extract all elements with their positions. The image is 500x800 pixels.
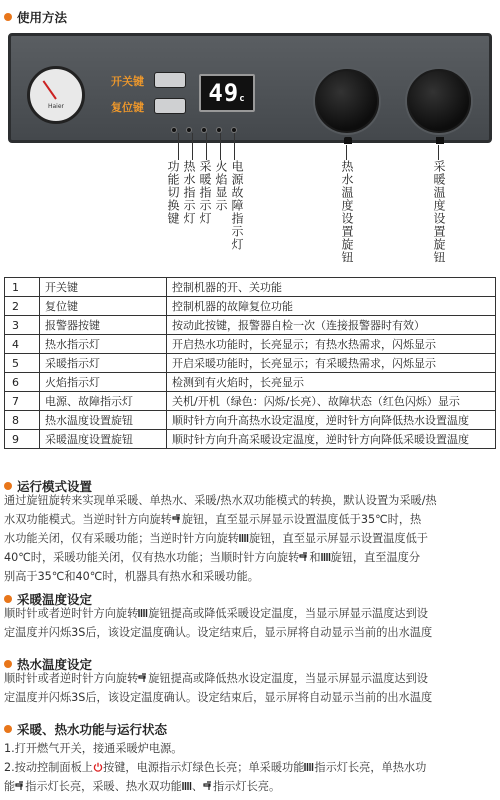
function-table (4, 277, 496, 449)
usage-title-text: 使用方法 (17, 10, 68, 25)
bullet-icon (4, 13, 12, 21)
reset-key-button[interactable] (154, 98, 186, 114)
heating-temp-knob[interactable] (407, 69, 471, 133)
row-number: 3 (5, 316, 40, 335)
table-row (5, 278, 496, 297)
callout-hot-water-led: 热水指示灯 (182, 160, 196, 225)
row-desc: 开启采暖功能时，长亮显示；有采暖热需求，闪烁显示 (167, 354, 496, 373)
display-value: 49 (208, 79, 240, 107)
row-number: 8 (5, 411, 40, 430)
row-number: 7 (5, 392, 40, 411)
row-name: 热水温度设置旋钮 (40, 411, 167, 430)
faucet-icon (172, 514, 182, 524)
gauge-needle (43, 80, 57, 99)
text: 指示灯长亮。 (213, 780, 281, 793)
text: 旋钮提高或降低热水设定温度，当显示屏显示温度达到设 (148, 672, 428, 685)
row-number: 4 (5, 335, 40, 354)
text: 旋钮，直至显示屏显示设置温度低于35℃时，热 (181, 513, 422, 526)
mode-title-text: 运行模式设置 (17, 479, 93, 494)
status-title-text: 采暖、热水功能与运行状态 (17, 722, 168, 737)
table-row (5, 316, 496, 335)
mode-line-5: 别高于35℃和40℃时，机器具有热水和采暖功能。 (4, 570, 259, 583)
radiator-icon (436, 137, 444, 144)
radiator-icon (138, 608, 148, 618)
display-unit: c (239, 94, 246, 104)
status-section-title (4, 720, 167, 738)
hot-water-temp-knob[interactable] (315, 69, 379, 133)
text: 、 (191, 780, 204, 793)
row-name: 复位键 (40, 297, 167, 316)
bullet-icon (4, 660, 12, 668)
row-number: 9 (5, 430, 40, 449)
text: 能 (4, 780, 16, 793)
mode-paragraph (4, 491, 496, 586)
mode-line-4 (4, 548, 496, 567)
callout-line (234, 133, 235, 160)
bullet-icon (4, 725, 12, 733)
row-desc: 顺时针方向升高热水设定温度，逆时针方向降低热水设置温度 (167, 411, 496, 430)
row-number: 5 (5, 354, 40, 373)
indicator-leds (171, 127, 237, 133)
row-desc: 开启热水功能时，长亮显示；有热水热需求，闪烁显示 (167, 335, 496, 354)
row-name: 热水指示灯 (40, 335, 167, 354)
callout-line (220, 133, 221, 160)
table-row (5, 392, 496, 411)
function-switch-key-led[interactable] (171, 127, 177, 133)
table-row (5, 411, 496, 430)
row-desc: 检测到有火焰时，长亮显示 (167, 373, 496, 392)
text: 顺时针或者逆时针方向旋转 (4, 672, 139, 685)
status-line-1: 1.打开燃气开关，接通采暖炉电源。 (4, 742, 183, 755)
text: 和 (309, 551, 321, 564)
power-icon (93, 762, 103, 772)
callout-line (192, 133, 193, 160)
pressure-gauge-icon (27, 66, 85, 124)
row-name: 开关键 (40, 278, 167, 297)
status-line-2 (4, 758, 496, 777)
heating-paragraph (4, 604, 496, 642)
callout-hot-water-knob: 热水温度设置旋钮 (340, 160, 354, 264)
row-name: 采暖指示灯 (40, 354, 167, 373)
text: 旋钮提高或降低采暖设定温度，当显示屏显示温度达到设 (148, 607, 428, 620)
table-row (5, 373, 496, 392)
callout-line (346, 145, 347, 160)
faucet-icon (138, 673, 148, 683)
heating-line-1 (4, 604, 496, 623)
text: 旋钮，直至温度分 (330, 551, 421, 564)
text: 水功能关闭，仅有采暖功能；当逆时针方向旋转 (4, 532, 239, 545)
table-row (5, 297, 496, 316)
flame-led (216, 127, 222, 133)
table-row (5, 430, 496, 449)
text: 指示灯长亮，单热水功 (314, 761, 427, 774)
temperature-display (199, 74, 255, 112)
bullet-icon (4, 595, 12, 603)
row-desc: 控制机器的开、关功能 (167, 278, 496, 297)
text: 指示灯长亮，采暖、热水双功能 (25, 780, 182, 793)
row-number: 2 (5, 297, 40, 316)
radiator-icon (182, 781, 192, 791)
text: 旋钮，直至显示屏显示设置温度低于 (248, 532, 428, 545)
hotwater-paragraph (4, 669, 496, 707)
row-name: 火焰指示灯 (40, 373, 167, 392)
hotwater-line-1 (4, 669, 496, 688)
faucet-icon (344, 137, 352, 144)
radiator-icon (304, 762, 314, 772)
power-key-button[interactable] (154, 72, 186, 88)
row-desc: 顺时针方向升高采暖设定温度，逆时针方向降低采暖设置温度 (167, 430, 496, 449)
hotwater-title-text: 热水温度设定 (17, 657, 93, 672)
mode-line-2 (4, 510, 496, 529)
callout-flame-display: 火焰显示 (214, 160, 228, 212)
row-name: 电源、故障指示灯 (40, 392, 167, 411)
callout-heating-knob: 采暖温度设置旋钮 (432, 160, 446, 264)
row-desc: 关机/开机（绿色：闪烁/长亮）、故障状态（红色闪烁）显示 (167, 392, 496, 411)
mode-line-1: 通过旋钮旋转来实现单采暖、单热水、采暖/热水双功能模式的转换，默认设置为采暖/热 (4, 494, 437, 507)
table-row (5, 335, 496, 354)
text: 40℃时，采暖功能关闭，仅有热水功能；当顺时针方向旋转 (4, 551, 300, 564)
hotwater-line-2: 定温度并闪烁3S后，该设定温度确认。设定结束后，显示屏将自动显示当前的出水温度 (4, 691, 433, 704)
row-number: 6 (5, 373, 40, 392)
callout-function-switch: 功能切换键 (166, 160, 180, 225)
text: 2.按动控制面板上 (4, 761, 93, 774)
callout-line (178, 133, 179, 160)
faucet-icon (15, 781, 25, 791)
callout-heating-led: 采暖指示灯 (198, 160, 212, 225)
radiator-icon (239, 533, 249, 543)
row-desc: 按动此按键，报警器自检一次（连接报警器时有效） (167, 316, 496, 335)
control-panel (8, 33, 492, 143)
heating-title-text: 采暖温度设定 (17, 592, 93, 607)
status-line-3 (4, 777, 496, 796)
heating-line-2: 定温度并闪烁3S后，该设定温度确认。设定结束后，显示屏将自动显示当前的出水温度 (4, 626, 433, 639)
text: 按键，电源指示灯绿色长亮；单采暖功能 (103, 761, 305, 774)
mode-line-3 (4, 529, 496, 548)
bullet-icon (4, 482, 12, 490)
row-name: 报警器按键 (40, 316, 167, 335)
usage-section-title (4, 8, 67, 26)
reset-key-label: 复位键 (111, 101, 144, 114)
text: 顺时针或者逆时针方向旋转 (4, 607, 139, 620)
callout-power-fault-led: 电源故障指示灯 (230, 160, 244, 251)
callout-line (438, 145, 439, 160)
status-paragraph (4, 739, 496, 796)
row-name: 采暖温度设置旋钮 (40, 430, 167, 449)
power-key-label: 开关键 (111, 75, 144, 88)
table-row (5, 354, 496, 373)
faucet-icon (203, 781, 213, 791)
text: 水双功能模式。当逆时针方向旋转 (4, 513, 172, 526)
row-number: 1 (5, 278, 40, 297)
row-desc: 控制机器的故障复位功能 (167, 297, 496, 316)
gauge-brand: Haier (47, 103, 64, 110)
faucet-icon (299, 552, 309, 562)
radiator-icon (321, 552, 331, 562)
callout-line (206, 133, 207, 160)
